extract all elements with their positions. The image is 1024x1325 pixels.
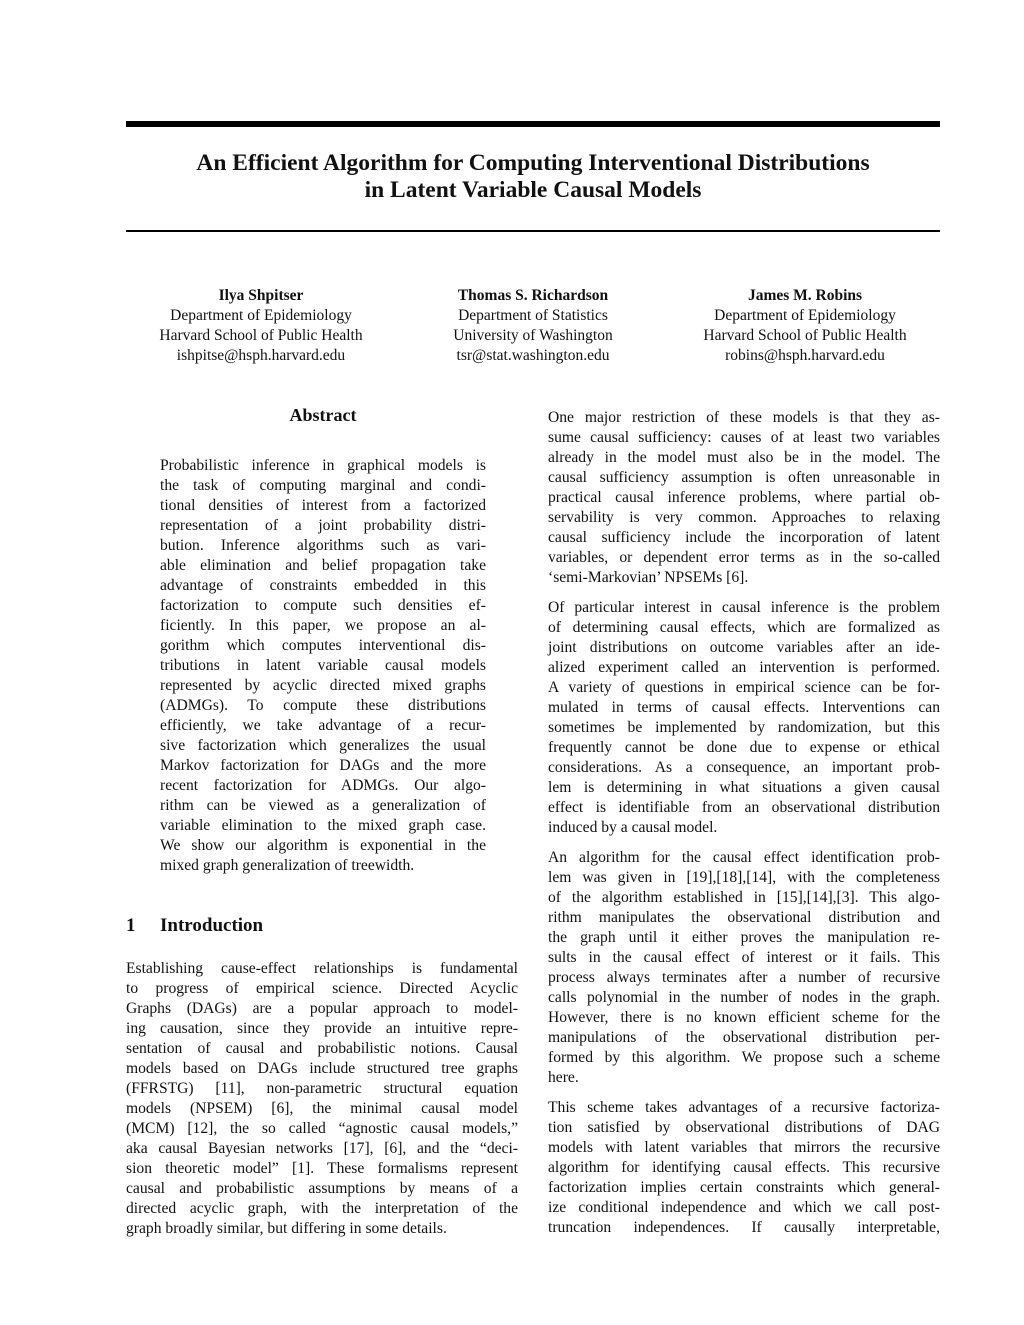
text-line: joint distributions on outcome variables after an ide- xyxy=(548,639,940,656)
text-line: directed acyclic graph, with the interpretation of the xyxy=(126,1200,518,1217)
text-line: efficiently, we take advantage of a recur- xyxy=(160,717,486,734)
text-line: sometimes be implemented by randomization, but this xyxy=(548,719,940,736)
abstract-body xyxy=(160,456,486,876)
author-name: Thomas S. Richardson xyxy=(457,287,609,304)
text-line: sentation of causal and probabilistic notions. Causal xyxy=(126,1040,518,1057)
text-line: One major restriction of these models is that they as- xyxy=(548,409,940,426)
text-line: of the algorithm established in [15],[14],[3]. This algo- xyxy=(548,889,940,906)
introduction-body xyxy=(126,959,518,1249)
text-line: truncation independences. If causally interpretable, xyxy=(548,1219,940,1236)
text-line: ize conditional independence and which we call post- xyxy=(548,1199,940,1216)
author-department: Department of Epidemiology xyxy=(170,307,352,324)
author xyxy=(126,286,396,366)
text-line: formed by this algorithm. We propose such a scheme xyxy=(548,1049,940,1066)
title-top-rule xyxy=(126,121,940,127)
text-line: This scheme takes advantages of a recursive factoriza- xyxy=(548,1099,940,1116)
text-line: tributions in latent variable causal models xyxy=(160,657,486,674)
author-email: ishpitse@hsph.harvard.edu xyxy=(176,347,346,364)
text-line: (FFRSTG) [11], non-parametric structural equation xyxy=(126,1080,518,1097)
paragraph xyxy=(548,598,940,838)
text-line: Probabilistic inference in graphical models is xyxy=(160,457,486,474)
text-line: sults in the causal effect of interest or it fails. This xyxy=(548,949,940,966)
text-line: tional densities of interest from a factorized xyxy=(160,497,486,514)
text-line: algorithm for identifying causal effects. This recursive xyxy=(548,1159,940,1176)
text-line: variable elimination to the mixed graph case. xyxy=(160,817,486,834)
text-line: sion theoretic model” [1]. These formalisms represent xyxy=(126,1160,518,1177)
title-line: in Latent Variable Causal Models xyxy=(364,177,702,203)
section-number: 1 xyxy=(126,915,136,936)
text-line: to progress of empirical science. Directed Acyclic xyxy=(126,980,518,997)
text-line: represented by acyclic directed mixed graphs xyxy=(160,677,486,694)
paragraph xyxy=(548,408,940,588)
text-line: mulated in terms of causal effects. Interventions can xyxy=(548,699,940,716)
text-line: rithm can be viewed as a generalization of xyxy=(160,797,486,814)
author-block xyxy=(126,286,940,366)
author-department: Department of Epidemiology xyxy=(714,307,896,324)
text-line: Establishing cause-effect relationships is fundamental xyxy=(126,960,518,977)
text-line: bution. Inference algorithms such as vari- xyxy=(160,537,486,554)
text-line: frequently cannot be done due to expense or ethical xyxy=(548,739,940,756)
text-line: gorithm which computes interventional dis- xyxy=(160,637,486,654)
text-line: process always terminates after a number of recursive xyxy=(548,969,940,986)
author-institution: Harvard School of Public Health xyxy=(703,327,907,344)
author-name: Ilya Shpitser xyxy=(218,287,304,304)
title-line: An Efficient Algorithm for Computing Interventional Distributions xyxy=(196,150,870,176)
text-line: Markov factorization for DAGs and the more xyxy=(160,757,486,774)
text-line: lem was given in [19],[18],[14], with the completeness xyxy=(548,869,940,886)
text-line: models with latent variables that mirrors the recursive xyxy=(548,1139,940,1156)
author-institution: Harvard School of Public Health xyxy=(159,327,363,344)
text-line: the task of computing marginal and condi- xyxy=(160,477,486,494)
title-bottom-rule xyxy=(126,230,940,232)
author xyxy=(398,286,668,366)
text-line: models based on DAGs include structured tree graphs xyxy=(126,1060,518,1077)
text-line: here. xyxy=(548,1069,579,1086)
text-line: representation of a joint probability distri- xyxy=(160,517,486,534)
text-line: (MCM) [12], the so called “agnostic causal models,” xyxy=(126,1120,518,1137)
text-line: servability is very common. Approaches to relaxing xyxy=(548,509,940,526)
text-line: manipulations of the observational distribution per- xyxy=(548,1029,940,1046)
paragraph xyxy=(548,1098,940,1238)
text-line: recent factorization for ADMGs. Our algo- xyxy=(160,777,486,794)
text-line: effect is identifiable from an observational distribution xyxy=(548,799,940,816)
text-line: alized experiment called an intervention is performed. xyxy=(548,659,940,676)
text-line: advantage of constraints embedded in this xyxy=(160,577,486,594)
text-line: A variety of questions in empirical science can be for- xyxy=(548,679,940,696)
text-line: aka causal Bayesian networks [17], [6], and the “deci- xyxy=(126,1140,518,1157)
text-line: the graph until it either proves the manipulation re- xyxy=(548,929,940,946)
text-line: already in the model must also be in the model. The xyxy=(548,449,940,466)
text-line: causal sufficiency assumption is often unreasonable in xyxy=(548,469,940,486)
author-department: Department of Statistics xyxy=(458,307,608,324)
author-institution: University of Washington xyxy=(453,327,613,344)
text-line: However, there is no known efficient scheme for the xyxy=(548,1009,940,1026)
text-line: models (NPSEM) [6], the minimal causal model xyxy=(126,1100,518,1117)
text-line: sive factorization which generalizes the usual xyxy=(160,737,486,754)
text-line: mixed graph generalization of treewidth. xyxy=(160,857,415,874)
abstract-heading: Abstract xyxy=(289,405,357,425)
paper-title xyxy=(126,150,940,204)
text-line: rithm manipulates the observational distribution and xyxy=(548,909,940,926)
text-line: Graphs (DAGs) are a popular approach to model- xyxy=(126,1000,518,1017)
author xyxy=(670,286,940,366)
paragraph xyxy=(548,848,940,1088)
text-line: ficiently. In this paper, we propose an al- xyxy=(160,617,486,634)
text-line: ‘semi-Markovian’ NPSEMs [6]. xyxy=(548,569,749,586)
section-title: Introduction xyxy=(160,915,264,936)
text-line: causal and probabilistic assumptions by means of a xyxy=(126,1180,518,1197)
text-line: factorization to compute such densities ef- xyxy=(160,597,486,614)
paragraph xyxy=(126,959,518,1239)
author-name: James M. Robins xyxy=(747,287,863,304)
text-line: considerations. As a consequence, an important prob- xyxy=(548,759,940,776)
text-line: variables, or dependent error terms as in the so-called xyxy=(548,549,940,566)
author-email: robins@hsph.harvard.edu xyxy=(725,347,885,364)
text-line: induced by a causal model. xyxy=(548,819,718,836)
right-column-body xyxy=(548,408,940,1248)
text-line: able elimination and belief propagation take xyxy=(160,557,486,574)
text-line: graph broadly similar, but differing in some details. xyxy=(126,1220,447,1237)
text-line: Of particular interest in causal inference is the problem xyxy=(548,599,940,616)
text-line: factorization implies certain constraints which general- xyxy=(548,1179,940,1196)
text-line: tion satisfied by observational distributions of DAG xyxy=(548,1119,940,1136)
text-line: causal sufficiency include the incorporation of latent xyxy=(548,529,940,546)
text-line: lem is determining in what situations a given causal xyxy=(548,779,940,796)
text-line: sume causal sufficiency: causes of at least two variables xyxy=(548,429,940,446)
text-line: ing causation, since they provide an intuitive repre- xyxy=(126,1020,518,1037)
text-line: practical causal inference problems, where partial ob- xyxy=(548,489,940,506)
author-email: tsr@stat.washington.edu xyxy=(456,347,610,364)
text-line: (ADMGs). To compute these distributions xyxy=(160,697,486,714)
text-line: of determining causal effects, which are formalized as xyxy=(548,619,940,636)
section-heading xyxy=(126,915,263,937)
text-line: An algorithm for the causal effect identification prob- xyxy=(548,849,940,866)
text-line: We show our algorithm is exponential in the xyxy=(160,837,486,854)
text-line: calls polynomial in the number of nodes in the graph. xyxy=(548,989,940,1006)
